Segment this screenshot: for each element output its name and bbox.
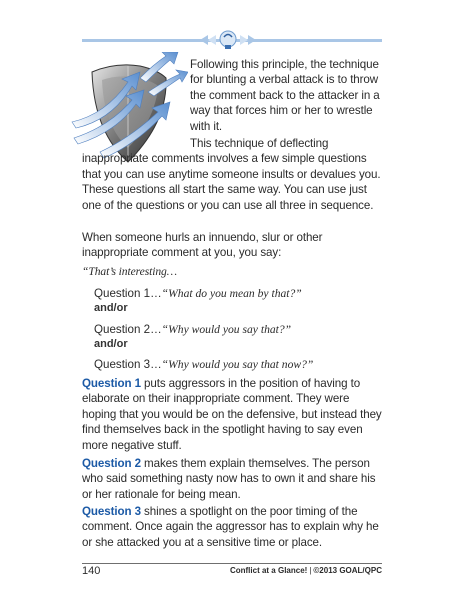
question-quote: “What do you mean by that?” xyxy=(161,287,302,300)
andor-label: and/or xyxy=(94,338,128,350)
copyright: ©2013 GOAL/QPC xyxy=(313,566,382,575)
intro-paragraph: Following this principle, the technique for blunting a verbal attack is to throw the comment back to the attacker in a way that forces him or her to wrestle with it. xyxy=(190,58,380,133)
question-2-line xyxy=(94,322,291,337)
andor-label: and/or xyxy=(94,302,128,314)
explanation-text: puts aggressors in the position of having to elaborate on their inappropriate comment. They were hoping that you would be on the defensive, but instead they find themselves back in the spotlight having to say even more negative stuff. xyxy=(82,377,382,452)
lightbulb-ornament-icon xyxy=(198,29,258,51)
question-prefix: Question 1… xyxy=(94,287,162,300)
question-1-line xyxy=(94,286,302,301)
question-label: Question 2 xyxy=(82,457,141,470)
question-2-explanation xyxy=(82,456,382,502)
book-title: Conflict at a Glance! xyxy=(229,566,308,575)
paragraph-when-someone-hurls: When someone hurls an innuendo, slur or other inappropriate comment at you, you say: xyxy=(82,231,323,260)
question-3-line xyxy=(94,357,313,372)
question-quote: “Why would you say that now?” xyxy=(161,358,314,371)
question-1-explanation xyxy=(82,376,382,453)
lead-in-quote: “That’s interesting… xyxy=(82,265,177,278)
footer-rule xyxy=(82,563,382,564)
explanation-text: makes them explain themselves. The person who said something nasty now has to own it and share his or her rationale for being mean. xyxy=(82,457,376,501)
page-number: 140 xyxy=(82,565,101,577)
footer-separator: | xyxy=(309,566,312,575)
question-label: Question 3 xyxy=(82,505,141,518)
footer-credit xyxy=(222,566,382,575)
question-quote: “Why would you say that?” xyxy=(161,323,292,336)
question-prefix: Question 2… xyxy=(94,323,162,336)
question-3-explanation xyxy=(82,504,382,550)
paragraph-deflecting-technique: This technique of deflecting inappropriate comments involves a few simple questions that you can use anytime someone insults or devalues you. These questions all start the same way. You can use just one of the questions or you can use all three in sequence. xyxy=(82,137,381,212)
question-prefix: Question 3… xyxy=(94,358,162,371)
explanation-text: shines a spotlight on the poor timing of the comment. Once again the aggressor has to explain why he or she attacked you at a sensitive time or place. xyxy=(82,505,379,549)
question-label: Question 1 xyxy=(82,377,141,390)
